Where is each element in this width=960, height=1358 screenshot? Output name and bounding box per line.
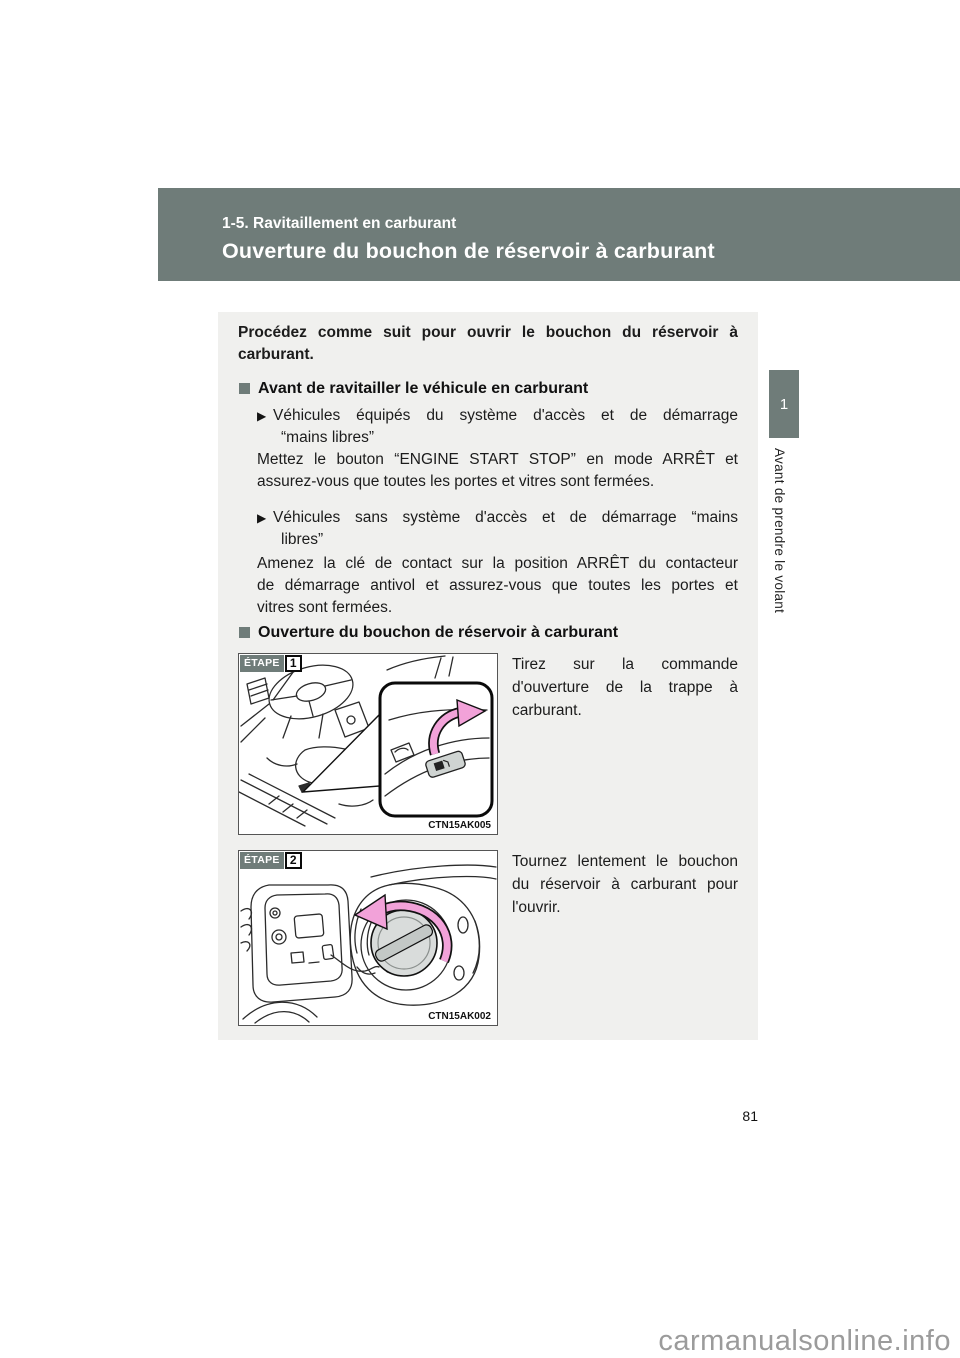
section-header-band: [158, 188, 960, 281]
chapter-caption-vertical: Avant de prendre le volant: [772, 448, 787, 614]
step-1-instruction: Tirez sur la commande d'ouverture de la trappe à carburant.: [512, 656, 738, 719]
square-bullet-icon: [239, 627, 250, 638]
section-heading-refuel: Avant de ravitailler le véhicule en carburant: [238, 378, 738, 400]
instruction-no-smart-key: Amenez la clé de contact sur la position ARRÊT du contacteur de démarrage antivol et assurez-vous que toutes les portes et vitres sont fermées.: [257, 555, 738, 616]
intro-line: carburant.: [238, 346, 314, 363]
page-number: 81: [742, 1108, 758, 1124]
etape-label: ÉTAPE: [240, 655, 284, 672]
page-title: Ouverture du bouchon de réservoir à carburant: [222, 239, 715, 263]
fuel-cap-illustration: [239, 851, 497, 1025]
step-label: [240, 655, 302, 672]
variant-item-smart-key: ▶ Véhicules équipés du système d'accès et de démarrage “mains libres”: [257, 407, 738, 446]
square-bullet-icon: [239, 383, 250, 394]
triangle-marker-icon: ▶: [257, 409, 267, 423]
step-2-row: [238, 850, 738, 1026]
step-1-row: [238, 653, 738, 835]
step-number: 1: [285, 655, 302, 672]
step-label: [240, 852, 302, 869]
figure-code: CTN15AK002: [428, 1011, 491, 1022]
figure-step-2: [238, 850, 498, 1026]
intro-paragraph: [238, 322, 738, 366]
content-panel: [218, 312, 758, 1040]
watermark-link[interactable]: carmanualsonline.info: [658, 1325, 951, 1357]
figure-code: CTN15AK005: [428, 820, 491, 831]
section-heading-open-cap: Ouverture du bouchon de réservoir à carburant: [238, 622, 738, 644]
figure-step-1: [238, 653, 498, 835]
triangle-marker-icon: ▶: [257, 511, 267, 525]
instruction-smart-key: Mettez le bouton “ENGINE START STOP” en mode ARRÊT et assurez-vous que toutes les portes et vitres sont fermées.: [257, 451, 738, 490]
step-2-instruction: Tournez lentement le bouchon du réservoir à carburant pour l'ouvrir.: [512, 853, 738, 916]
chapter-number: 1: [779, 395, 789, 413]
section-number-title: 1-5. Ravitaillement en carburant: [222, 215, 457, 232]
car-interior-illustration: [239, 654, 497, 834]
intro-line: Procédez comme suit pour ouvrir le bouchon du réservoir à: [238, 324, 738, 341]
step-number: 2: [285, 852, 302, 869]
variant-item-no-smart-key: ▶ Véhicules sans système d'accès et de démarrage “mains libres”: [257, 509, 738, 548]
chapter-tab: [769, 370, 799, 438]
etape-label: ÉTAPE: [240, 852, 284, 869]
